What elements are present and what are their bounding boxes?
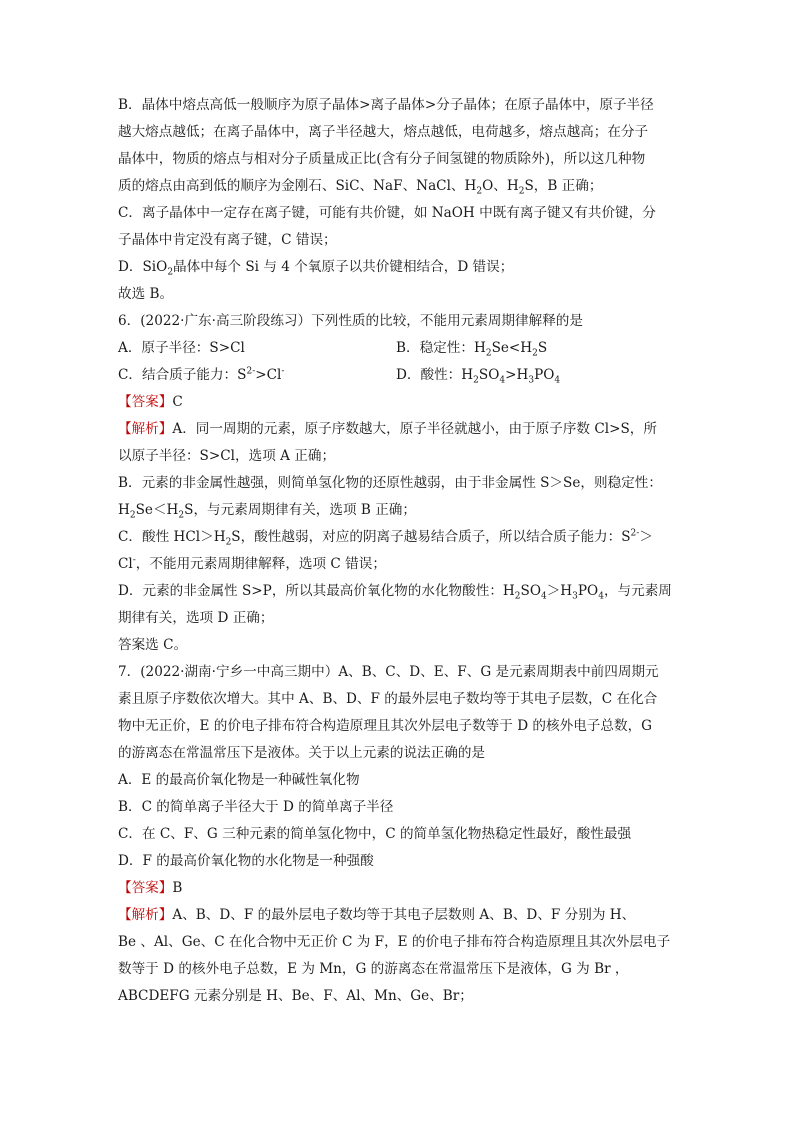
text: A、B、D、F 的最外层电子数均等于其电子层数则 A、B、D、F 分别为 H、 [172,907,636,923]
q6-option-a: A．原子半径：S>Cl [118,340,245,356]
q7-stem-line-3: 物中无正价，E 的价电子排布符合构造原理且其次外层电子数等于 D 的核外电子总数，G [118,718,653,734]
q5-option-b-line-1: B．晶体中熔点高低一般顺序为原子晶体>离子晶体>分子晶体；在原子晶体中，原子半径 [118,97,654,113]
q6-analysis-line-3: B．元素的非金属性越强，则简单氢化物的还原性越弱，由于非金属性 S＞Se，则稳定性： [118,475,662,491]
answer-label: 【答案】 [118,880,173,896]
subscript: 4 [598,591,604,602]
q7-stem-line-1: 7．(2022·湖南·宁乡一中高三期中）A、B、C、D、E、F、G 是元素周期表中前四周期元 [118,664,659,680]
analysis-label: 【解析】 [118,421,173,437]
text: >Cl [255,367,282,383]
q6-analysis-line-7 [118,578,688,605]
subscript: 2 [514,591,521,602]
subscript: 2 [225,537,232,548]
text: SO [478,367,500,383]
text: D．酸性：H [396,367,474,383]
text: S [537,340,548,356]
text: A．同一周期的元素，原子序数越大，原子半径就越小，由于原子序数 Cl>S，所 [172,421,657,437]
text: H [118,502,130,518]
text: S，与元素周期律有关，选项 B 正确； [184,502,416,518]
text: D．SiO [118,259,168,275]
subscript: 3 [528,375,535,386]
text: Se＜H [135,502,179,518]
text: ，不能用元素周期律解释，选项 C 错误； [135,556,386,572]
subscript: 2 [178,510,185,521]
text: ＞ [639,529,653,545]
text: S，B 正确； [524,178,603,194]
q5-option-b-line-3: 晶体中，物质的熔点与相对分子质量成正比(含有分子间氢键的物质除外)，所以这几种物 [118,151,646,167]
q6-option-c [118,362,396,389]
q5-option-c-line-1: C．离子晶体中一定存在离子键，可能有共价键，如 NaOH 中既有离子键又有共价键，分 [118,205,656,221]
answer-value: C [172,394,183,410]
q5-conclusion: 故选 B。 [118,286,174,302]
subscript: 3 [572,591,578,602]
answer-value: B [172,880,183,896]
superscript: 2- [630,528,640,539]
document-page [118,92,688,1010]
q5-option-d-line [118,254,688,281]
text: C．酸性 HCl＞H [118,529,226,545]
subscript: 2 [532,348,538,359]
q6-options-row-1 [118,335,688,362]
q6-analysis-line-1 [118,416,688,443]
q6-analysis-line-2: 以原子半径：S>Cl，选项 A 正确； [118,448,336,464]
q7-analysis-line-3: 数等于 D 的核外电子总数，E 为 Mn，G 的游离态在常温常压下是液体，G 为 Br ， [118,961,629,977]
subscript: 2 [485,348,492,359]
text: S，酸性越弱，对应的阴离子越易结合质子，所以结合质子能力：S [231,529,631,545]
subscript: 2 [129,510,136,521]
q6-analysis-line-6 [118,551,688,578]
superscript: - [132,555,136,566]
text: Cl [118,556,133,572]
subscript: 2 [167,267,174,278]
q7-option-b: B．C 的简单离子半径大于 D 的简单离子半径 [118,799,394,815]
q6-conclusion: 答案选 C。 [118,637,188,653]
text: Se<H [491,340,533,356]
q5-option-b-line-4 [118,173,688,200]
analysis-label: 【解析】 [118,907,173,923]
q7-option-c: C．在 C、F、G 三种元素的简单氢化物中，C 的简单氢化物热稳定性最好，酸性最强 [118,826,632,842]
q6-answer [118,389,688,416]
text: ，与元素周 [603,583,672,599]
subscript: 4 [554,375,561,386]
text: ＞H [546,583,573,599]
subscript: 2 [473,375,479,386]
subscript: 4 [540,591,547,602]
q7-stem-line-4: 的游离态在常温常压下是液体。关于以上元素的说法正确的是 [118,745,486,761]
q6-stem: 6．(2022·广东·高三阶段练习）下列性质的比较，不能用元素周期律解释的是 [118,313,583,329]
text: 晶体中每个 Si 与 4 个氧原子以共价键相结合，D 错误； [173,259,514,275]
text: 质的熔点由高到低的顺序为金刚石、SiC、NaF、NaCl、H [118,178,477,194]
subscript: 2 [476,186,483,197]
q5-option-b-line-2: 越大熔点越低；在离子晶体中，离子半径越大，熔点越低，电荷越多，熔点越高；在分子 [118,124,649,140]
subscript: 4 [499,375,506,386]
subscript: 2 [518,186,525,197]
q7-analysis-line-1 [118,902,688,929]
text: O、H [482,178,519,194]
superscript: 2- [246,366,256,377]
text: SO [520,583,541,599]
q6-option-b [396,335,674,362]
q6-analysis-line-4 [118,497,688,524]
text: B．稳定性：H [396,340,486,356]
answer-label: 【答案】 [118,394,173,410]
q6-options-row-2 [118,362,688,389]
text: D．元素的非金属性 S>P，所以其最高价氧化物的水化物酸性：H [118,583,515,599]
q6-analysis-line-8: 期律有关，选项 D 正确； [118,610,274,626]
q7-analysis-line-2: Be 、Al、Ge、C 在化合物中无正价 C 为 F，E 的价电子排布符合构造原理且其次外层电子 [118,934,671,950]
q7-option-d: D．F 的最高价氧化物的水化物是一种强酸 [118,853,374,869]
superscript: - [281,366,285,377]
text: PO [577,583,599,599]
q6-analysis-line-5 [118,524,688,551]
q7-analysis-line-4: ABCDEFG 元素分别是 H、Be、F、Al、Mn、Ge、Br； [118,988,473,1004]
q5-option-c-line-2: 子晶体中肯定没有离子键，C 错误； [118,232,337,248]
text: PO [534,367,555,383]
q7-option-a: A．E 的最高价氧化物是一种碱性氧化物 [118,772,360,788]
q7-stem-line-2: 素且原子序数依次增大。其中 A、B、D、F 的最外层电子数均等于其电子层数，C 在化合 [118,691,658,707]
q6-option-d [396,362,674,389]
text: >H [505,367,529,383]
q7-answer [118,875,688,902]
text: C．结合质子能力：S [118,367,247,383]
